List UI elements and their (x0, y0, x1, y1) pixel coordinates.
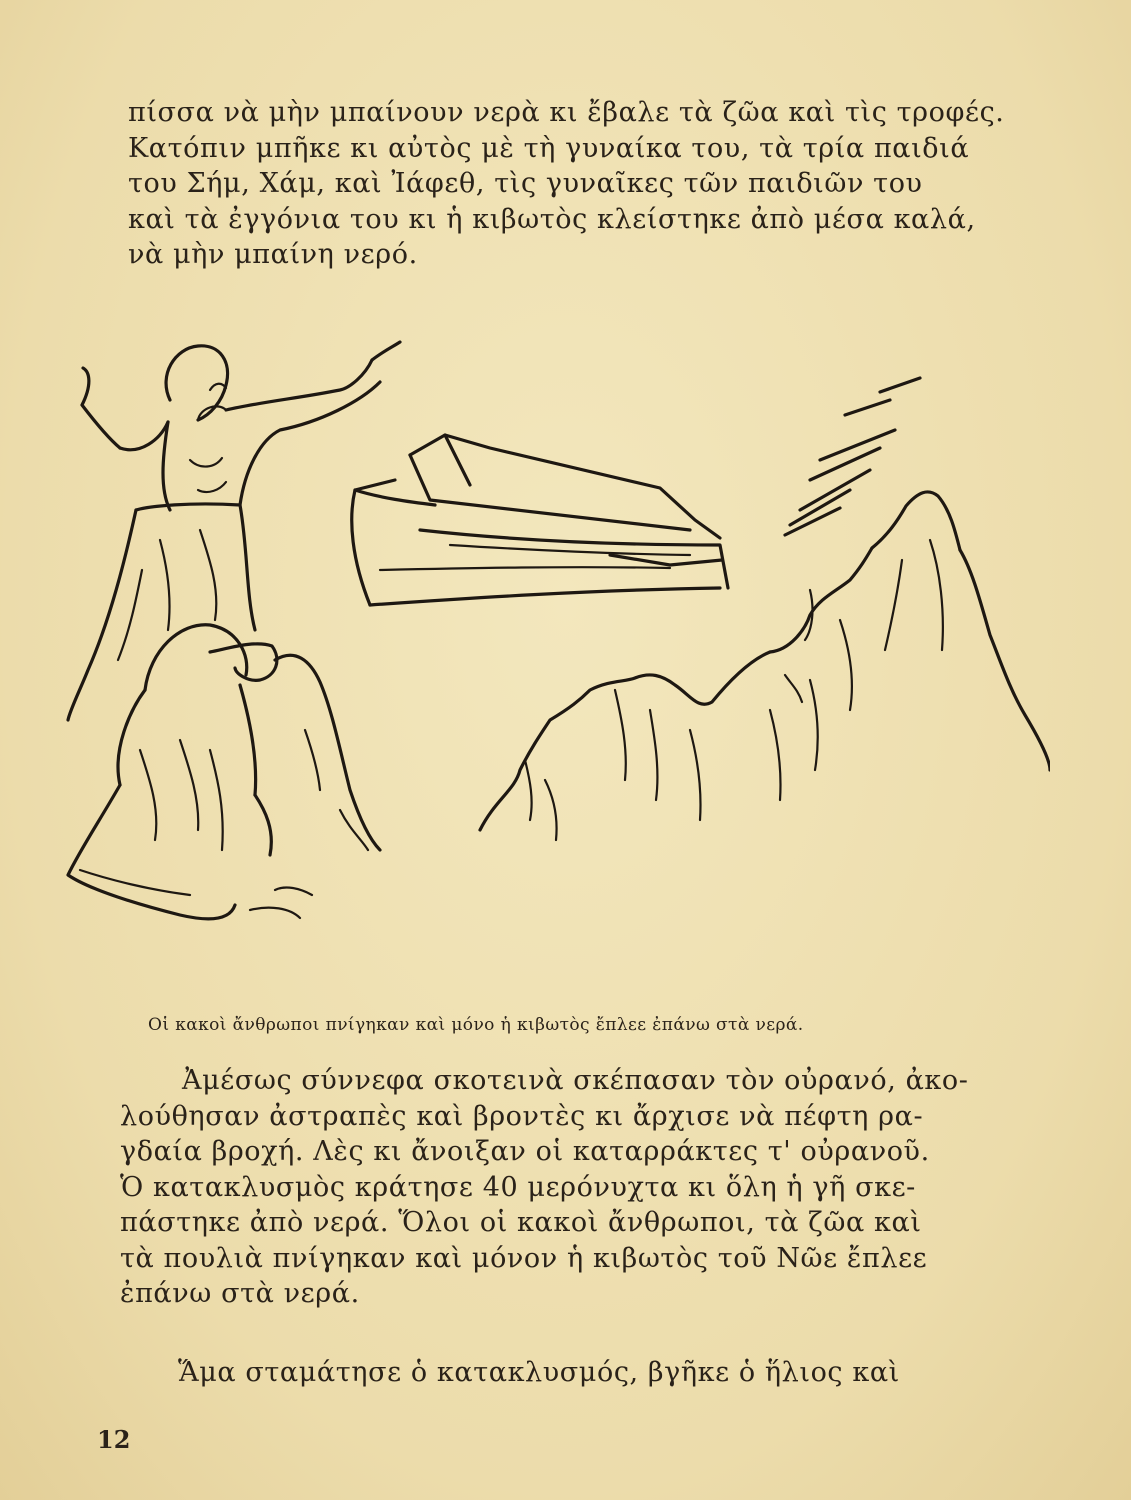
illustration-drawing (50, 330, 1050, 1010)
paragraph-top (128, 95, 1004, 273)
paragraph-middle (120, 1063, 968, 1312)
text-line: Ἀμέσως σύννεφα σκοτεινὰ σκέπασαν τὸν οὐρανό, ἀκο- (182, 1065, 969, 1096)
text-line: Ἅμα σταμάτησε ὁ κατακλυσμός, βγῆκε ὁ ἥλιος καὶ (178, 1357, 900, 1388)
text-line: Ὁ κατακλυσμὸς κράτησε 40 μερόνυχτα κι ὅλη ἡ γῆ σκε- (120, 1171, 916, 1203)
text-line: λούθησαν ἀστραπὲς καὶ βροντὲς κι ἄρχισε νὰ πέφτη ρα- (120, 1100, 924, 1132)
rock-left (250, 655, 380, 918)
text-line: πίσσα νὰ μὴν μπαίνουν νερὰ κι ἔβαλε τὰ ζῶα καὶ τὶς τροφές. (128, 97, 1005, 128)
text-line: καὶ τὰ ἐγγόνια του κι ἡ κιβωτὸς κλείστηκε ἀπὸ μέσα καλά, (128, 203, 976, 235)
text-line: του Σήμ, Χάμ, καὶ Ἰάφεθ, τὶς γυναῖκες τῶν παιδιῶν του (128, 168, 923, 199)
text-line: γδαία βροχή. Λὲς κι ἄνοιξαν οἱ καταρράκτες τ' οὐρανοῦ. (120, 1136, 930, 1167)
text-line: νὰ μὴν μπαίνη νερό. (128, 239, 418, 270)
rain-streaks (785, 378, 920, 535)
kneeling-woman-figure (68, 625, 277, 919)
illustration-caption: Οἱ κακοὶ ἄνθρωποι πνίγηκαν καὶ μόνο ἡ κιβωτὸς ἔπλεε ἐπάνω στὰ νερά. (148, 1015, 804, 1035)
noah-figure (68, 342, 400, 720)
page-number: 12 (97, 1425, 131, 1454)
text-line: ἐπάνω στὰ νερά. (120, 1278, 360, 1309)
text-line: πάστηκε ἀπὸ νερά. Ὅλοι οἱ κακοὶ ἄνθρωποι, τὰ ζῶα καὶ (120, 1207, 922, 1238)
noah-ark-illustration (50, 330, 1050, 1010)
text-line: τὰ πουλιὰ πνίγηκαν καὶ μόνον ἡ κιβωτὸς τοῦ Νῶε ἔπλεε (120, 1242, 928, 1274)
mountains-right (480, 492, 1050, 840)
text-line: Κατόπιν μπῆκε κι αὐτὸς μὲ τὴ γυναίκα του, τὰ τρία παιδιά (128, 132, 970, 164)
ark-drawing (352, 435, 728, 605)
paragraph-bottom (178, 1355, 900, 1391)
